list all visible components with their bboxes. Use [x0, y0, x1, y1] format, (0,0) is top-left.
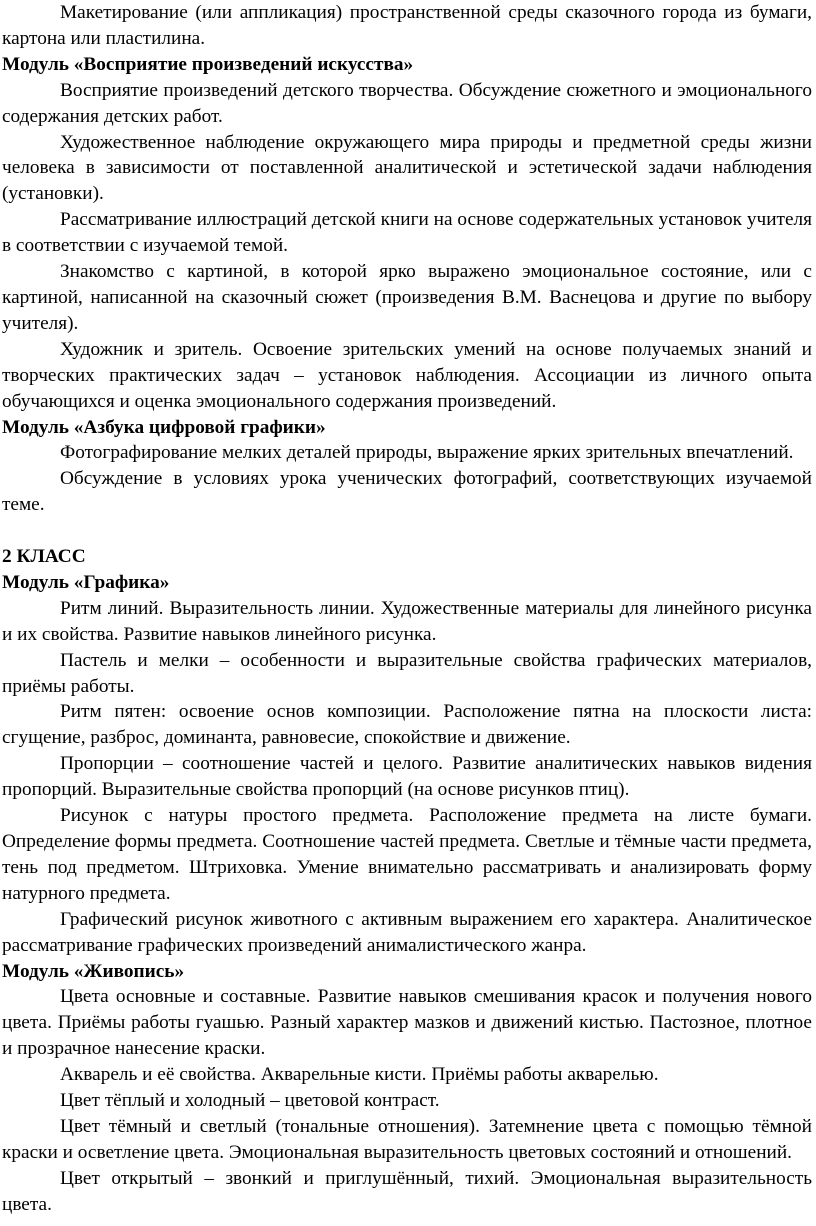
paragraph: Обсуждение в условиях урока ученических фотографий, соответствующих изучаемой теме. [2, 468, 812, 516]
paragraph: Ритм линий. Выразительность линии. Художественные материалы для линейного рисунка и их свойства. Развитие навыков линейного рисунка. [2, 597, 812, 645]
paragraph: Пастель и мелки – особенности и выразительные свойства графических материалов, приёмы работы. [2, 649, 812, 697]
paragraph: Фотографирование мелких деталей природы, выражение ярких зрительных впечатлений. [60, 442, 794, 464]
paragraph: Графический рисунок животного с активным выражением его характера. Аналитическое рассматривание графических произведений анималистического жанра. [2, 908, 812, 956]
paragraph: Восприятие произведений детского творчества. Обсуждение сюжетного и эмоционального содержания детских работ. [2, 79, 812, 127]
class-heading: 2 КЛАСС [2, 546, 86, 568]
paragraph: Макетирование (или аппликация) пространственной среды сказочного города из бумаги, картона или пластилина. [2, 2, 812, 49]
paragraph: Знакомство с картиной, в которой ярко выражено эмоциональное состояние, или с картиной, написанной на сказочный сюжет (произведения В.М. Васнецова и другие по выбору учителя). [2, 261, 812, 334]
paragraph: Цвет открытый – звонкий и приглушённый, тихий. Эмоциональная выразительность цвета. [2, 1167, 812, 1215]
paragraph: Рассматривание иллюстраций детской книги на основе содержательных установок учителя в соответствии с изучаемой темой. [2, 209, 812, 257]
paragraph: Художественное наблюдение окружающего мира природы и предметной среды жизни человека в зависимости от поставленной аналитической и эстетической задачи наблюдения (установки). [2, 131, 812, 205]
paragraph: Пропорции – соотношение частей и целого. Развитие аналитических навыков видения пропорций. Выразительные свойства пропорций (на основе рисунков птиц). [2, 753, 812, 801]
paragraph: Цвет тёплый и холодный – цветовой контраст. [60, 1090, 440, 1112]
blank-line [2, 518, 812, 544]
paragraph: Цвета основные и составные. Развитие навыков смешивания красок и получения нового цвета. Приёмы работы гуашью. Разный характер мазков и движений кистью. Пастозное, плотное и прозрачное нанесение краски. [2, 986, 812, 1060]
paragraph: Цвет тёмный и светлый (тональные отношения). Затемнение цвета с помощью тёмной краски и осветление цвета. Эмоциональная выразительность цветовых состояний и отношений. [2, 1115, 812, 1163]
document-page [2, 0, 812, 1218]
paragraph: Рисунок с натуры простого предмета. Расположение предмета на листе бумаги. Определение формы предмета. Соотношение частей предмета. Светлые и тёмные части предмета, тень под предметом. Штриховка. Умение внимательно рассматривать и анализировать форму натурного предмета. [2, 805, 812, 904]
section-heading: Модуль «Живопись» [2, 960, 185, 982]
section-heading: Модуль «Азбука цифровой графики» [2, 416, 326, 438]
section-heading: Модуль «Восприятие произведений искусства» [2, 53, 414, 75]
paragraph: Акварель и её свойства. Акварельные кисти. Приёмы работы акварелью. [60, 1064, 659, 1086]
paragraph: Художник и зритель. Освоение зрительских умений на основе получаемых знаний и творческих практических задач – установок наблюдения. Ассоциации из личного опыта обучающихся и оценка эмоционального содержания произведений. [2, 338, 812, 412]
section-heading: Модуль «Графика» [2, 571, 170, 593]
paragraph: Ритм пятен: освоение основ композиции. Расположение пятна на плоскости листа: сгущение, разброс, доминанта, равновесие, спокойствие и движение. [2, 701, 812, 749]
